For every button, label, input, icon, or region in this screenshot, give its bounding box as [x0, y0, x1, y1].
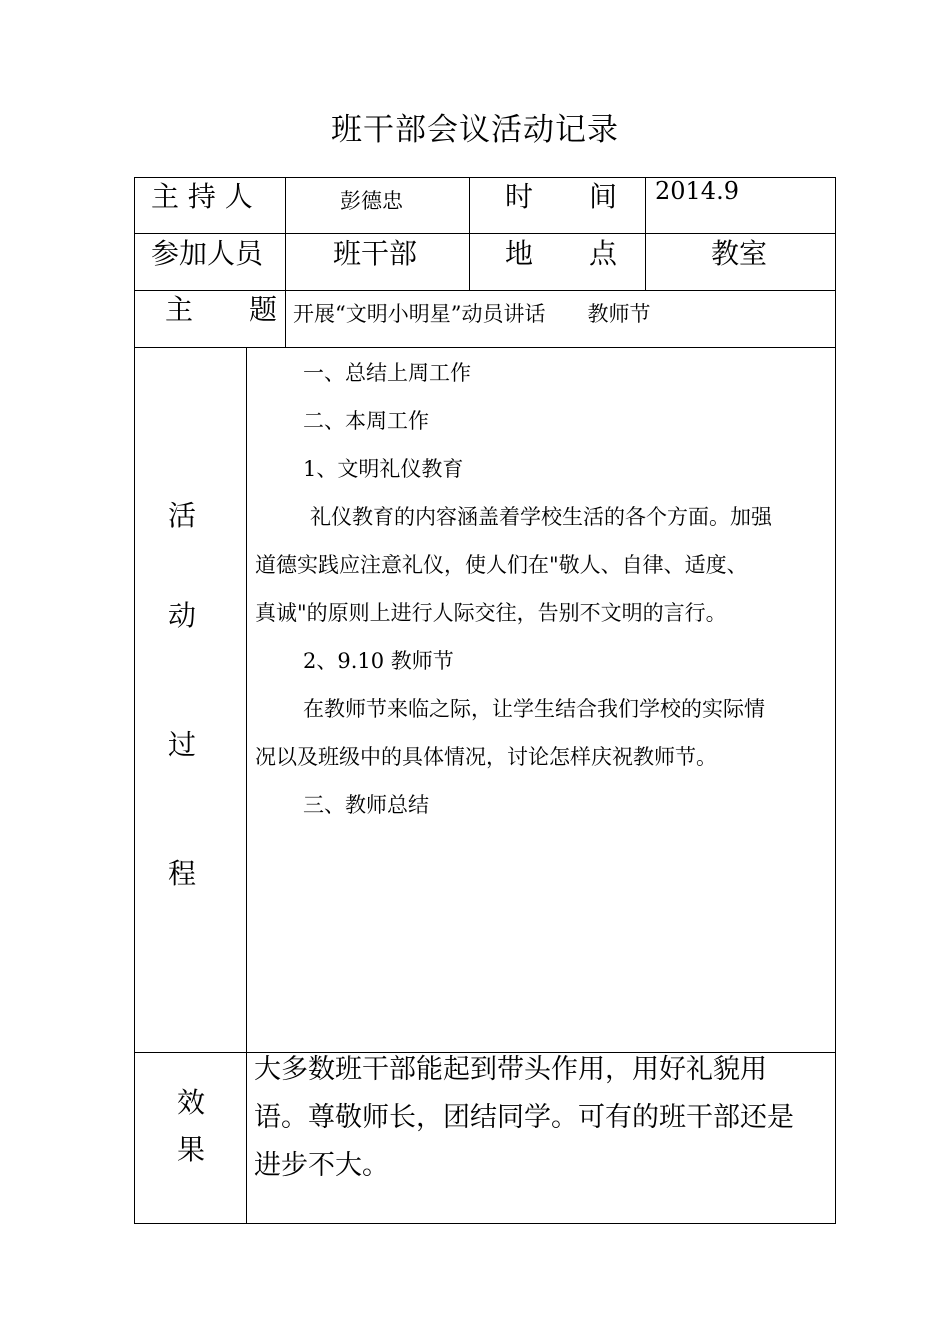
place-value: 教室 — [711, 237, 768, 270]
process-label-char: 程 — [167, 857, 196, 890]
host-value: 彭德忠 — [340, 189, 403, 213]
table-border-right — [835, 177, 836, 1224]
effect-line: 语。尊敬师长，团结同学。可有的班干部还是 — [254, 1102, 794, 1133]
process-line: 礼仪教育的内容涵盖着学校生活的各个方面。加强 — [310, 505, 772, 529]
column-divider — [285, 177, 286, 348]
host-label: 主 持 人 — [151, 180, 253, 213]
process-line: 一、总结上周工作 — [303, 361, 471, 385]
process-line: 在教师节来临之际，让学生结合我们学校的实际情 — [303, 697, 765, 721]
effect-label-char: 效 — [176, 1086, 205, 1119]
table-border-bottom — [134, 1223, 836, 1224]
table-border-left — [134, 177, 135, 1224]
column-divider — [469, 177, 470, 291]
process-line: 真诚"的原则上进行人际交往，告别不文明的言行。 — [255, 601, 727, 625]
time-label: 时 间 — [505, 180, 618, 213]
process-label-char: 活 — [167, 499, 196, 532]
process-content — [255, 349, 833, 829]
process-label-char: 动 — [167, 599, 196, 632]
row-divider — [134, 347, 836, 348]
effect-content — [254, 1046, 834, 1190]
time-value: 2014.9 — [655, 177, 739, 205]
effect-line: 进步不大。 — [254, 1150, 389, 1181]
process-line: 二、本周工作 — [303, 409, 429, 433]
place-label: 地 点 — [505, 237, 618, 270]
process-line: 况以及班级中的具体情况，讨论怎样庆祝教师节。 — [255, 745, 717, 769]
effect-label-char: 果 — [176, 1133, 205, 1166]
process-line: 道德实践应注意礼仪，使人们在"敬人、自律、适度、 — [255, 553, 748, 577]
process-label-char: 过 — [167, 728, 196, 761]
effect-line: 大多数班干部能起到带头作用，用好礼貌用 — [254, 1054, 767, 1085]
process-line: 2、9.10 教师节 — [303, 649, 454, 673]
document-title: 班干部会议活动记录 — [331, 112, 619, 148]
column-divider — [645, 177, 646, 291]
topic-value: 开展“文明小明星”动员讲话 教师节 — [293, 302, 651, 326]
process-line: 三、教师总结 — [303, 793, 429, 817]
participants-label: 参加人员 — [151, 237, 264, 270]
participants-value: 班干部 — [333, 237, 418, 270]
column-divider — [246, 347, 247, 1224]
process-line: 1、文明礼仪教育 — [303, 457, 464, 481]
topic-label: 主 题 — [165, 293, 278, 326]
